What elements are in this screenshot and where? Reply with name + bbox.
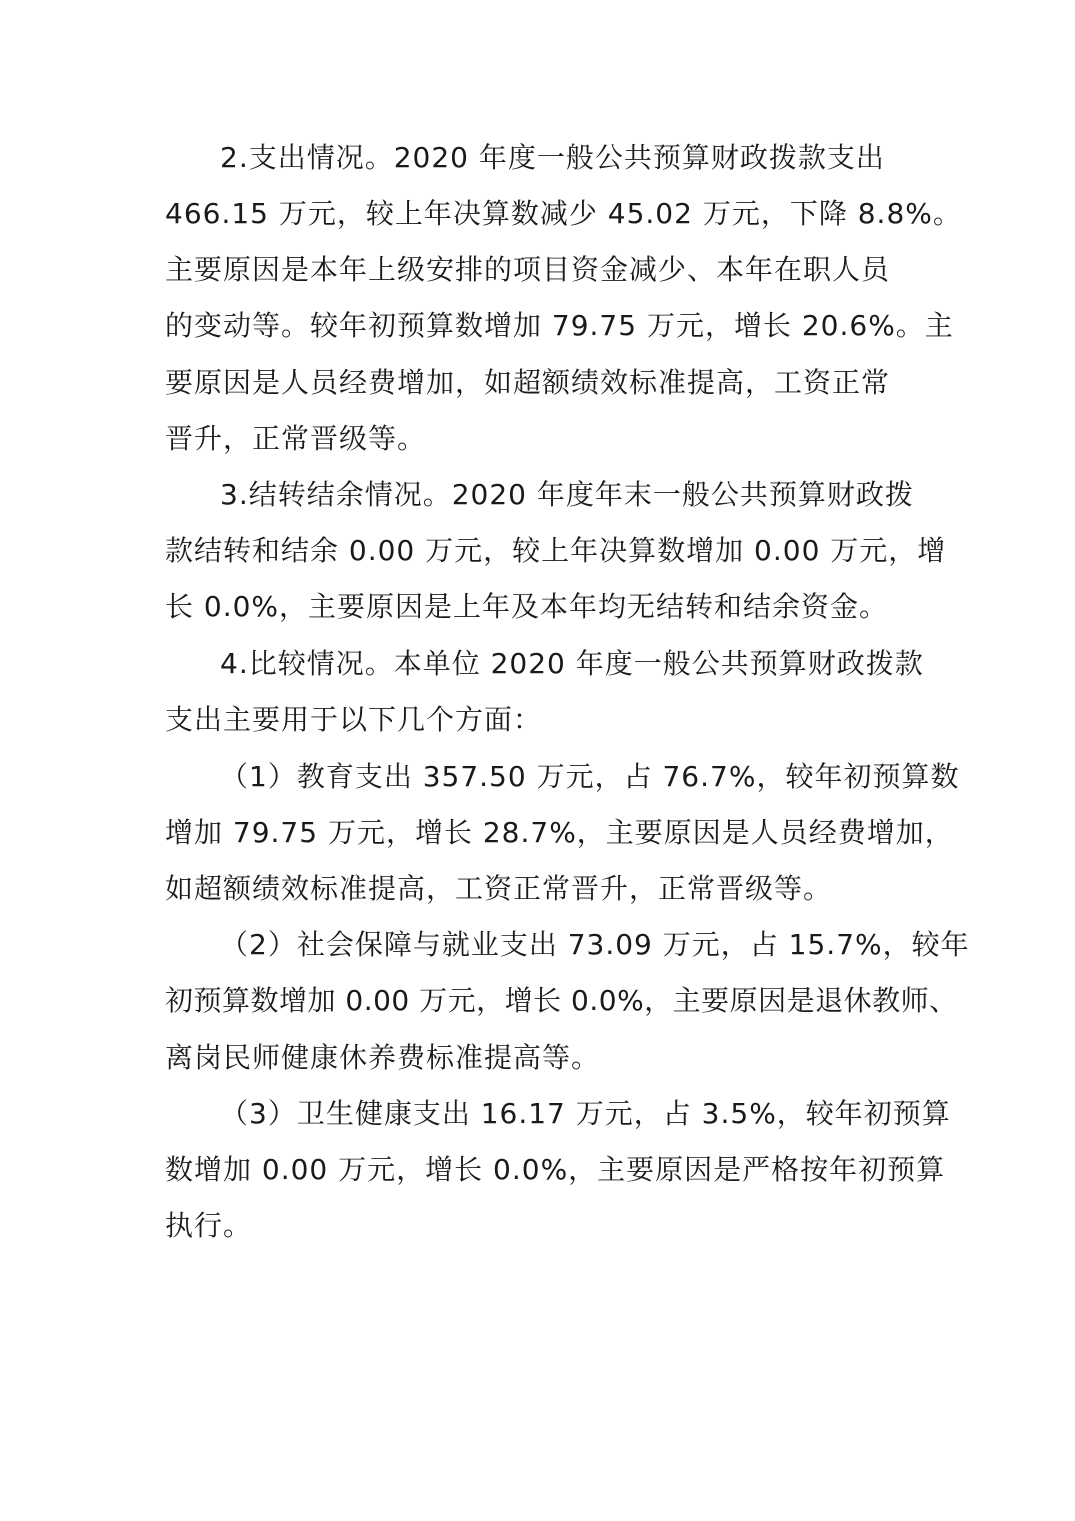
text-line: 3.结转结余情况。2020 年度年末一般公共预算财政拨 <box>220 478 914 511</box>
text-line: 长 0.0%，主要原因是上年及本年均无结转和结余资金。 <box>165 590 889 623</box>
text-line: 2.支出情况。2020 年度一般公共预算财政拨款支出 <box>220 141 885 174</box>
text-line: 增加 79.75 万元，增长 28.7%，主要原因是人员经费增加， <box>165 816 954 849</box>
text-line: 数增加 0.00 万元，增长 0.0%，主要原因是严格按年初预算 <box>165 1153 946 1186</box>
text-line: 要原因是人员经费增加，如超额绩效标准提高，工资正常 <box>165 366 891 399</box>
text-line: 4.比较情况。本单位 2020 年度一般公共预算财政拨款 <box>220 647 924 680</box>
text-line: 离岗民师健康休养费标准提高等。 <box>165 1041 601 1074</box>
text-line: 晋升，正常晋级等。 <box>165 422 427 455</box>
text-line: （1）教育支出 357.50 万元，占 76.7%，较年初预算数 <box>220 760 960 793</box>
text-line: 主要原因是本年上级安排的项目资金减少、本年在职人员 <box>165 253 891 286</box>
text-line: 支出主要用于以下几个方面： <box>165 703 543 736</box>
text-line: 款结转和结余 0.00 万元，较上年决算数增加 0.00 万元，增 <box>165 534 947 567</box>
text-line: （3）卫生健康支出 16.17 万元，占 3.5%，较年初预算 <box>220 1097 951 1130</box>
text-line: 466.15 万元，较上年决算数减少 45.02 万元，下降 8.8%。 <box>165 197 962 230</box>
text-line: （2）社会保障与就业支出 73.09 万元，占 15.7%，较年 <box>220 928 970 961</box>
text-line: 的变动等。较年初预算数增加 79.75 万元，增长 20.6%。主 <box>165 309 954 342</box>
text-line: 如超额绩效标准提高，工资正常晋升，正常晋级等。 <box>165 872 833 905</box>
text-line: 执行。 <box>165 1209 253 1242</box>
text-line: 初预算数增加 0.00 万元，增长 0.0%，主要原因是退休教师、 <box>165 984 958 1017</box>
